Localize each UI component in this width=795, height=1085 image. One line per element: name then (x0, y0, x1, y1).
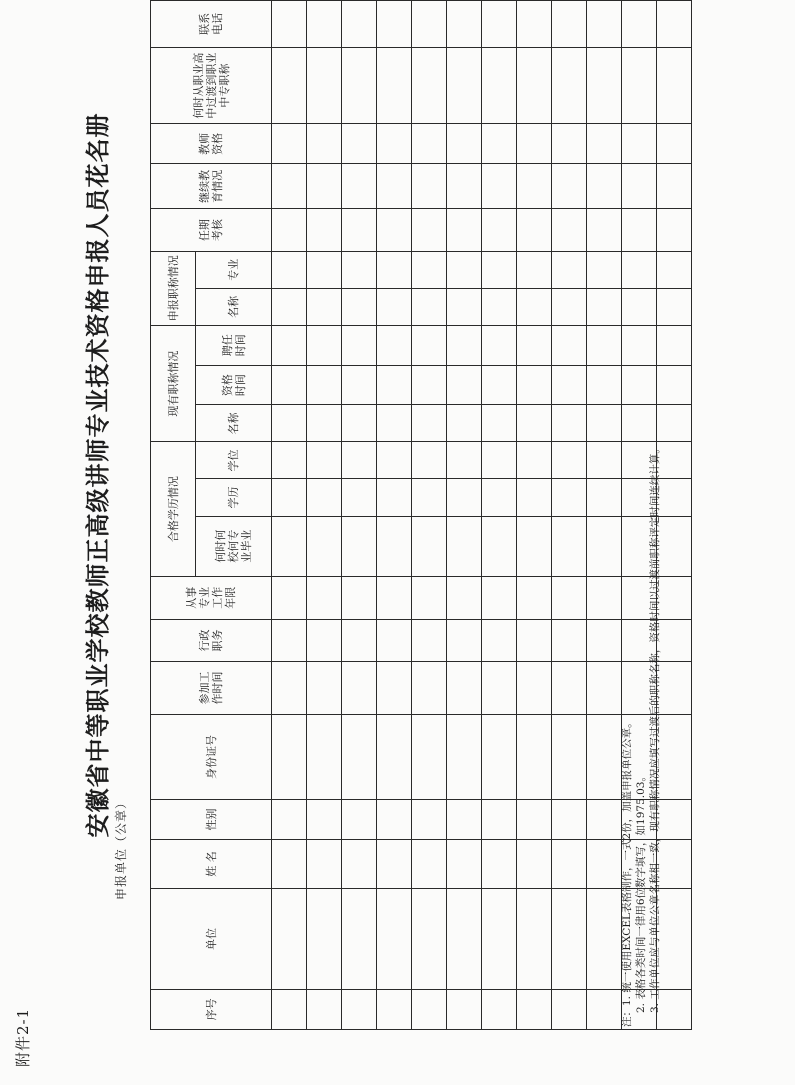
table-cell[interactable] (552, 325, 587, 365)
table-cell[interactable] (482, 164, 517, 209)
table-cell[interactable] (272, 124, 307, 164)
table-cell[interactable] (447, 209, 482, 251)
table-cell[interactable] (587, 839, 622, 889)
table-cell[interactable] (482, 47, 517, 124)
table-cell[interactable] (447, 662, 482, 715)
header-continuing-text: 继续教育情况 (198, 169, 224, 203)
table-cell[interactable] (517, 989, 552, 1029)
table-cell[interactable] (377, 405, 412, 442)
header-cur-hire-text: 聘任时间 (220, 334, 247, 357)
table-cell[interactable] (342, 619, 377, 661)
table-cell[interactable] (622, 251, 657, 288)
table-cell[interactable] (272, 209, 307, 251)
table-cell[interactable] (517, 839, 552, 889)
header-edu-when-where (196, 516, 272, 576)
table-cell[interactable] (447, 1, 482, 48)
table-cell[interactable] (622, 325, 657, 365)
table-cell[interactable] (307, 251, 342, 288)
table-cell[interactable] (587, 288, 622, 325)
header-cur-name: 名称 (196, 405, 272, 442)
table-cell[interactable] (447, 288, 482, 325)
table-cell[interactable] (517, 164, 552, 209)
header-id-number: 身份证号 (151, 714, 272, 799)
table-cell[interactable] (482, 714, 517, 799)
table-cell[interactable] (517, 124, 552, 164)
table-cell[interactable] (552, 365, 587, 405)
table-cell[interactable] (377, 365, 412, 405)
table-cell[interactable] (517, 405, 552, 442)
table-cell[interactable] (307, 662, 342, 715)
table-cell[interactable] (552, 405, 587, 442)
table-cell[interactable] (482, 889, 517, 989)
table-cell[interactable] (342, 662, 377, 715)
table-cell[interactable] (412, 839, 447, 889)
table-cell[interactable] (657, 365, 692, 405)
table-cell[interactable] (517, 479, 552, 516)
table-cell[interactable] (587, 442, 622, 479)
table-cell[interactable] (377, 1, 412, 48)
table-cell[interactable] (657, 1, 692, 48)
header-years-in-field (151, 576, 272, 619)
table-cell[interactable] (272, 442, 307, 479)
table-cell[interactable] (587, 714, 622, 799)
table-cell[interactable] (517, 619, 552, 661)
table-cell[interactable] (342, 164, 377, 209)
table-row (272, 1, 307, 1030)
table-cell[interactable] (482, 124, 517, 164)
table-cell[interactable] (377, 442, 412, 479)
table-cell[interactable] (272, 662, 307, 715)
table-cell[interactable] (482, 989, 517, 1029)
table-cell[interactable] (447, 714, 482, 799)
table-cell[interactable] (587, 889, 622, 989)
table-cell[interactable] (412, 325, 447, 365)
table-cell[interactable] (377, 516, 412, 576)
table-cell[interactable] (517, 209, 552, 251)
table-cell[interactable] (657, 124, 692, 164)
header-work-start (151, 662, 272, 715)
table-cell[interactable] (377, 619, 412, 661)
table-cell[interactable] (552, 1, 587, 48)
header-unit: 单位 (151, 889, 272, 989)
table-cell[interactable] (552, 164, 587, 209)
table-cell[interactable] (342, 47, 377, 124)
table-cell[interactable] (552, 714, 587, 799)
table-cell[interactable] (377, 576, 412, 619)
table-cell[interactable] (657, 405, 692, 442)
table-cell[interactable] (377, 662, 412, 715)
header-term-text: 任期考核 (198, 219, 224, 242)
table-cell[interactable] (307, 124, 342, 164)
table-row (447, 1, 482, 1030)
table-cell[interactable] (587, 405, 622, 442)
header-gender: 性别 (151, 800, 272, 840)
table-cell[interactable] (272, 47, 307, 124)
table-row (552, 1, 587, 1030)
table-cell[interactable] (552, 889, 587, 989)
table-cell[interactable] (342, 714, 377, 799)
table-cell[interactable] (377, 251, 412, 288)
table-cell[interactable] (307, 325, 342, 365)
table-cell[interactable] (412, 209, 447, 251)
table-cell[interactable] (342, 989, 377, 1029)
table-cell[interactable] (272, 479, 307, 516)
reporting-unit-label: 申报单位（公章） (114, 795, 128, 900)
table-cell[interactable] (447, 164, 482, 209)
table-cell[interactable] (587, 251, 622, 288)
table-cell[interactable] (657, 47, 692, 124)
table-cell[interactable] (482, 251, 517, 288)
table-cell[interactable] (272, 889, 307, 989)
table-cell[interactable] (447, 442, 482, 479)
table-cell[interactable] (272, 1, 307, 48)
header-phone (151, 1, 272, 48)
table-cell[interactable] (412, 164, 447, 209)
header-app-name: 名称 (196, 288, 272, 325)
table-cell[interactable] (517, 47, 552, 124)
table-cell[interactable] (342, 800, 377, 840)
table-cell[interactable] (552, 516, 587, 576)
table-cell[interactable] (552, 662, 587, 715)
footnote-1: 注：1. 统一使用EXCEL表格制作，一式2份，加盖申报单位公章。 (621, 717, 633, 1027)
table-cell[interactable] (272, 714, 307, 799)
table-cell[interactable] (517, 442, 552, 479)
table-cell[interactable] (587, 989, 622, 1029)
table-cell[interactable] (552, 619, 587, 661)
table-cell[interactable] (412, 714, 447, 799)
table-cell[interactable] (342, 576, 377, 619)
table-cell[interactable] (272, 989, 307, 1029)
table-cell[interactable] (412, 800, 447, 840)
table-cell[interactable] (342, 405, 377, 442)
table-cell[interactable] (552, 800, 587, 840)
table-cell[interactable] (307, 839, 342, 889)
table-cell[interactable] (377, 800, 412, 840)
header-name: 姓 名 (151, 839, 272, 889)
table-cell[interactable] (587, 662, 622, 715)
table-cell[interactable] (272, 365, 307, 405)
table-cell[interactable] (377, 209, 412, 251)
table-cell[interactable] (307, 164, 342, 209)
document-title: 安徽省中等职业学校教师正高级讲师专业技术资格申报人员花名册 (83, 112, 112, 838)
table-cell[interactable] (342, 124, 377, 164)
table-cell[interactable] (447, 800, 482, 840)
table-cell[interactable] (342, 889, 377, 989)
table-cell[interactable] (307, 47, 342, 124)
table-cell[interactable] (447, 124, 482, 164)
table-cell[interactable] (622, 1, 657, 48)
table-cell[interactable] (447, 989, 482, 1029)
table-cell[interactable] (412, 365, 447, 405)
header-phone-text: 联系电话 (198, 12, 224, 35)
table-cell[interactable] (447, 325, 482, 365)
header-edu-degree: 学位 (196, 442, 272, 479)
table-cell[interactable] (517, 576, 552, 619)
table-cell[interactable] (307, 288, 342, 325)
table-cell[interactable] (342, 325, 377, 365)
table-cell[interactable] (587, 619, 622, 661)
table-cell[interactable] (412, 288, 447, 325)
table-cell[interactable] (552, 479, 587, 516)
table-cell[interactable] (622, 209, 657, 251)
table-cell[interactable] (622, 124, 657, 164)
table-cell[interactable] (517, 662, 552, 715)
table-row (482, 1, 517, 1030)
table-cell[interactable] (587, 1, 622, 48)
table-cell[interactable] (307, 800, 342, 840)
table-cell[interactable] (307, 989, 342, 1029)
table-cell[interactable] (552, 251, 587, 288)
header-admin-post-text: 行政职务 (198, 629, 224, 652)
table-cell[interactable] (272, 839, 307, 889)
table-cell[interactable] (272, 576, 307, 619)
table-cell[interactable] (377, 889, 412, 989)
table-cell[interactable] (447, 516, 482, 576)
table-cell[interactable] (517, 251, 552, 288)
table-cell[interactable] (447, 47, 482, 124)
table-cell[interactable] (377, 288, 412, 325)
table-cell[interactable] (307, 889, 342, 989)
table-cell[interactable] (412, 889, 447, 989)
table-cell[interactable] (482, 516, 517, 576)
header-cur-hire-time (196, 325, 272, 365)
table-cell[interactable] (447, 405, 482, 442)
table-cell[interactable] (377, 839, 412, 889)
table-cell[interactable] (342, 839, 377, 889)
table-cell[interactable] (482, 209, 517, 251)
table-cell[interactable] (307, 365, 342, 405)
header-teacher-text: 教师资格 (198, 132, 224, 155)
table-cell[interactable] (552, 576, 587, 619)
table-cell[interactable] (482, 405, 517, 442)
table-cell[interactable] (342, 516, 377, 576)
table-cell[interactable] (342, 442, 377, 479)
table-cell[interactable] (482, 325, 517, 365)
footnote-2: 2. 表格各类时间一律用6位数字填写，如1975.03。 (635, 771, 647, 1013)
table-cell[interactable] (447, 619, 482, 661)
table-cell[interactable] (552, 47, 587, 124)
table-cell[interactable] (482, 479, 517, 516)
table-cell[interactable] (587, 576, 622, 619)
header-cur-qual-time (196, 365, 272, 405)
table-cell[interactable] (377, 479, 412, 516)
table-cell[interactable] (587, 325, 622, 365)
header-current-title-group: 现有职称情况 (151, 325, 196, 442)
table-cell[interactable] (622, 47, 657, 124)
header-edu-when-text: 何时何校何专业毕业 (214, 529, 253, 563)
table-cell[interactable] (622, 405, 657, 442)
table-cell[interactable] (412, 442, 447, 479)
table-cell[interactable] (587, 479, 622, 516)
table-row (342, 1, 377, 1030)
table-cell[interactable] (552, 124, 587, 164)
table-cell[interactable] (587, 124, 622, 164)
table-cell[interactable] (482, 662, 517, 715)
table-cell[interactable] (412, 1, 447, 48)
header-years-text: 从事专业工作年限 (185, 586, 237, 609)
table-cell[interactable] (412, 251, 447, 288)
footnotes (620, 443, 662, 1027)
header-edu-degree-level: 学历 (196, 479, 272, 516)
table-cell[interactable] (307, 405, 342, 442)
table-cell[interactable] (517, 325, 552, 365)
table-cell[interactable] (377, 714, 412, 799)
table-cell[interactable] (622, 365, 657, 405)
table-cell[interactable] (447, 365, 482, 405)
footnote-3: 3. 工作单位应与单位公章名称相一致，现有职称情况应填写过渡后的职称名称，资格时间以过渡前职称评定时间连续计算。 (649, 443, 661, 1013)
table-cell[interactable] (622, 164, 657, 209)
table-cell[interactable] (482, 442, 517, 479)
table-cell[interactable] (307, 209, 342, 251)
header-transition-text: 何时从职业高中过渡到职业中专职称 (191, 52, 231, 119)
table-cell[interactable] (587, 800, 622, 840)
table-cell[interactable] (412, 576, 447, 619)
table-cell[interactable] (342, 209, 377, 251)
table-cell[interactable] (447, 576, 482, 619)
table-cell[interactable] (447, 479, 482, 516)
table-cell[interactable] (307, 1, 342, 48)
table-cell[interactable] (342, 288, 377, 325)
table-cell[interactable] (377, 47, 412, 124)
table-row (307, 1, 342, 1030)
header-applied-title-group: 申报职称情况 (151, 251, 196, 325)
table-cell[interactable] (587, 47, 622, 124)
table-cell[interactable] (517, 714, 552, 799)
table-cell[interactable] (552, 442, 587, 479)
table-cell[interactable] (622, 288, 657, 325)
table-row (587, 1, 622, 1030)
header-continuing-edu (151, 164, 272, 209)
header-admin-post (151, 619, 272, 661)
table-cell[interactable] (412, 479, 447, 516)
table-cell[interactable] (412, 47, 447, 124)
table-cell[interactable] (447, 839, 482, 889)
table-cell[interactable] (657, 251, 692, 288)
table-cell[interactable] (482, 619, 517, 661)
table-cell[interactable] (342, 251, 377, 288)
table-row (517, 1, 552, 1030)
table-cell[interactable] (552, 209, 587, 251)
table-cell[interactable] (307, 714, 342, 799)
table-cell[interactable] (517, 800, 552, 840)
table-cell[interactable] (587, 365, 622, 405)
table-cell[interactable] (272, 800, 307, 840)
table-cell[interactable] (657, 209, 692, 251)
table-cell[interactable] (552, 288, 587, 325)
header-teacher-qual (151, 124, 272, 164)
table-cell[interactable] (482, 576, 517, 619)
table-cell[interactable] (307, 479, 342, 516)
table-cell[interactable] (272, 619, 307, 661)
table-cell[interactable] (377, 164, 412, 209)
roster-table (150, 0, 692, 1030)
table-cell[interactable] (657, 288, 692, 325)
table-cell[interactable] (517, 365, 552, 405)
header-app-major: 专业 (196, 251, 272, 288)
table-cell[interactable] (482, 365, 517, 405)
table-cell[interactable] (377, 325, 412, 365)
header-term-assessment (151, 209, 272, 251)
table-cell[interactable] (272, 288, 307, 325)
table-cell[interactable] (657, 164, 692, 209)
table-cell[interactable] (587, 164, 622, 209)
table-cell[interactable] (272, 325, 307, 365)
table-cell[interactable] (412, 619, 447, 661)
table-row (377, 1, 412, 1030)
table-cell[interactable] (307, 576, 342, 619)
table-cell[interactable] (517, 1, 552, 48)
table-cell[interactable] (342, 365, 377, 405)
table-row (412, 1, 447, 1030)
table-cell[interactable] (412, 662, 447, 715)
table-cell[interactable] (517, 516, 552, 576)
table-cell[interactable] (307, 516, 342, 576)
table-cell[interactable] (447, 251, 482, 288)
table-cell[interactable] (307, 442, 342, 479)
header-transition (151, 47, 272, 124)
table-cell[interactable] (272, 251, 307, 288)
table-cell[interactable] (482, 288, 517, 325)
table-cell[interactable] (307, 619, 342, 661)
table-cell[interactable] (342, 479, 377, 516)
table-cell[interactable] (482, 1, 517, 48)
table-cell[interactable] (272, 164, 307, 209)
table-cell[interactable] (587, 516, 622, 576)
table-cell[interactable] (412, 124, 447, 164)
table-cell[interactable] (552, 989, 587, 1029)
table-cell[interactable] (412, 989, 447, 1029)
table-cell[interactable] (377, 124, 412, 164)
table-cell[interactable] (552, 839, 587, 889)
header-work-start-text: 参加工作时间 (198, 671, 224, 705)
table-cell[interactable] (482, 839, 517, 889)
table-cell[interactable] (342, 1, 377, 48)
header-cur-qual-text: 资格时间 (220, 374, 247, 397)
table-cell[interactable] (517, 889, 552, 989)
header-education-group: 合格学历情况 (151, 442, 196, 576)
attachment-label: 附件2-1 (14, 1007, 32, 1067)
table-cell[interactable] (517, 288, 552, 325)
table-cell[interactable] (657, 325, 692, 365)
table-cell[interactable] (482, 800, 517, 840)
table-cell[interactable] (272, 516, 307, 576)
table-cell[interactable] (272, 405, 307, 442)
header-seq: 序号 (151, 989, 272, 1029)
table-cell[interactable] (377, 989, 412, 1029)
table-cell[interactable] (587, 209, 622, 251)
table-cell[interactable] (412, 516, 447, 576)
table-cell[interactable] (412, 405, 447, 442)
table-cell[interactable] (447, 889, 482, 989)
